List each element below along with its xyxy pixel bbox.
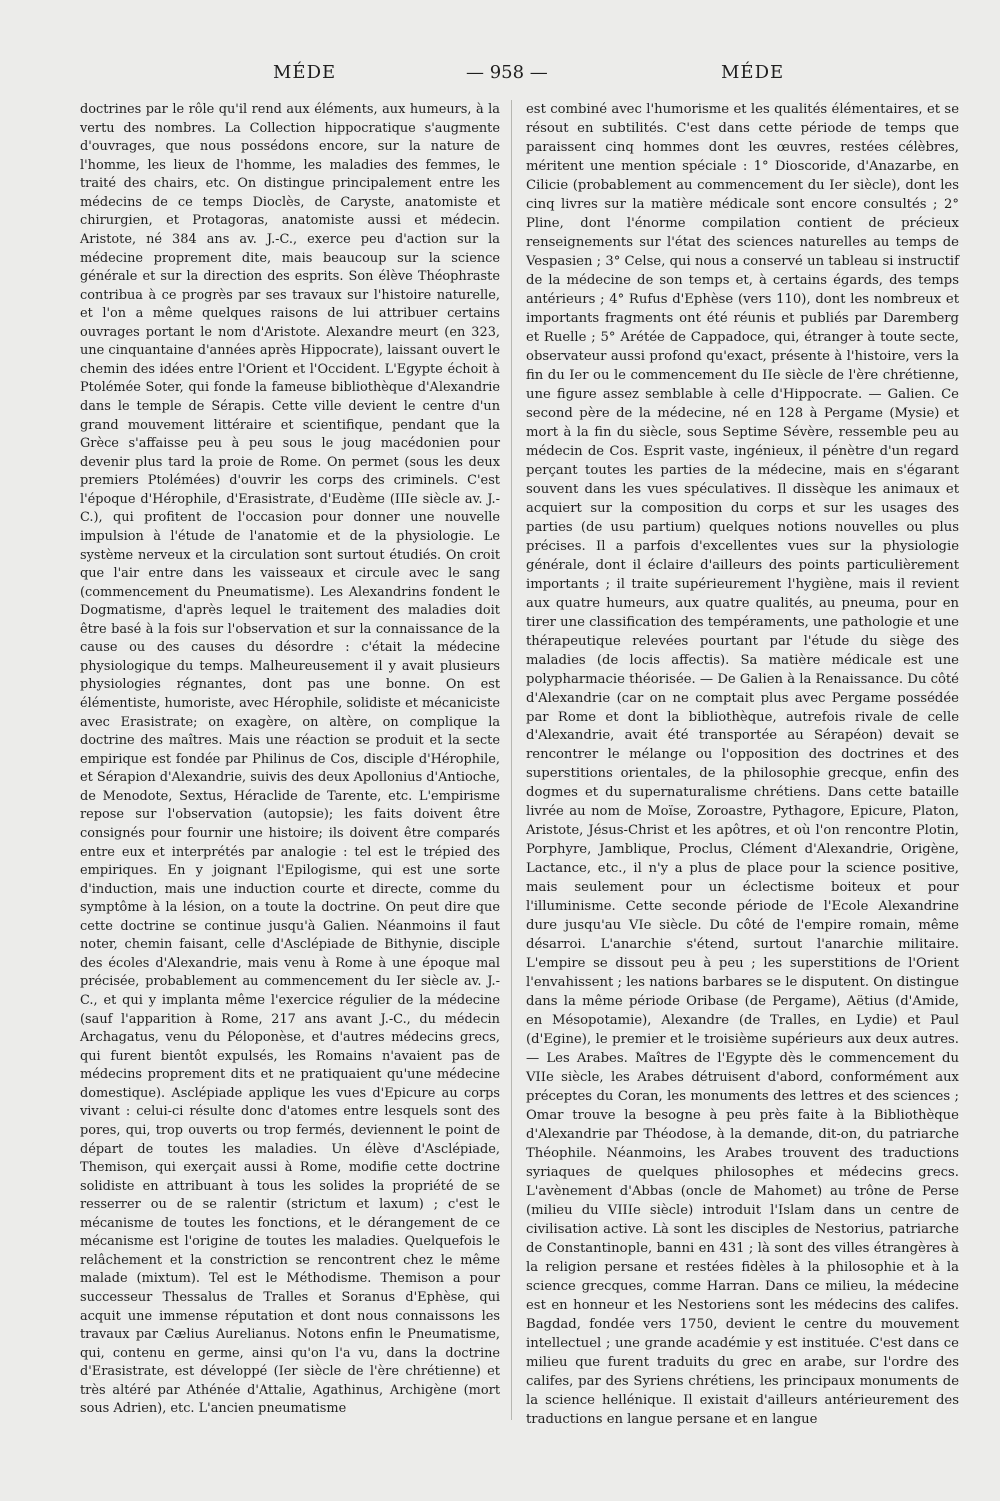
right-column-text: est combiné avec l'humorisme et les qualités élémentaires, et se résout en subtilités. C'est dans cette période de temps que paraissent cinq hommes dont les œuvres, restées célèbres, méritent une mention spéciale : 1° Dioscoride, d'Anazarbe, en Cilicie (probablement au commencement du Ier siècle), dont les cinq livres sur la matière médicale sont encore consultés ; 2° Pline, dont l'énorme compilation contient de précieux renseignements sur l'état des sciences naturelles au temps de Vespasien ; 3° Celse, qui nous a conservé un tableau si instructif de la médecine de son temps et, à certains égards, des temps antérieurs ; 4° Rufus d'Ephèse (vers 110), dont les nombreux et importants fragments ont été réunis et publiés par Daremberg et Ruelle ; 5° Arétée de Cappadoce, qui, étranger à toute secte, observateur aussi profond qu'exact, présente à l'histoire, vers la fin du Ier ou le commencement du IIe siècle de l'ère chrétienne, une figure assez semblable à celle d'Hippocrate. — Galien. Ce second père de la médecine, né en 128 à Pergame (Mysie) et mort à la fin du siècle, sous Septime Sévère, ressemble peu au médecin de Cos. Esprit vaste, ingénieux, il pénètre d'un regard perçant toutes les parties de la médecine, mais en s'égarant souvent dans les vues spéculatives. Il dissèque les animaux et acquiert sur la composition du corps et sur les usages des parties (de usu partium) quelques notions nouvelles ou plus précises. Il a parfois d'excellentes vues sur la physiologie générale, dont il éclaire d'ailleurs des points particulièrement importants ; il traite supérieurement l'hygiène, mais il revient aux quatre humeurs, aux quatre qualités, au pneuma, pour en tirer une classification des tempéraments, une pathologie et une thérapeutique relevées pourtant par l'étude du siège des maladies (de locis affectis). Sa matière médicale est une polypharmacie théorisée. — De Galien à la Renaissance. Du côté d'Alexandrie (car on ne comptait plus avec Pergame possédée par Rome et dont la bibliothèque, autrefois rivale de celle d'Alexandrie, avait été transportée au Sérapéon) devait se rencontrer le mélange ou l'opposition des doctrines et des superstitions orientales, de la philosophie grecque, enfin des dogmes et du supernaturalisme chrétiens. Dans cette bataille livrée au nom de Moïse, Zoroastre, Pythagore, Epicure, Platon, Aristote, Jésus-Christ et les apôtres, et où l'on rencontre Plotin, Porphyre, Jamblique, Proclus, Clément d'Alexandrie, Origène, Lactance, etc., il n'y a plus de place pour la science positive, mais seulement pour un éclectisme boiteux et pour l'illuminisme. Cette seconde période de l'Ecole Alexandrine dure jusqu'au VIe siècle. Du côté de l'empire romain, même désarroi. L'anarchie s'étend, surtout l'anarchie militaire. L'empire se dissout peu à peu ; les superstitions de l'Orient l'envahissent ; les nations barbares se le disputent. On distingue dans la même période Oribase (de Pergame), Aëtius (d'Amide, en Mésopotamie), Alexandre (de Tralles, en Lydie) et Paul (d'Egine), le premier et le troisième supérieurs aux deux autres. — Les Arabes. Maîtres de l'Egypte dès le commencement du VIIe siècle, les Arabes détruisent d'abord, conformément aux préceptes du Coran, les monuments des lettres et des sciences ; Omar trouve la besogne à peu près faite à la Bibliothèque d'Alexandrie par Théodose, à la demande, dit-on, du patriarche Théophile. Néanmoins, les Arabes trouvent des traductions syriaques de quelques philosophes et médecins grecs. L'avènement d'Abbas (oncle de Mahomet) au trône de Perse (milieu du VIIIe siècle) introduit l'Islam dans un centre de civilisation active. Là sont les disciples de Nestorius, patriarche de Constantinople, banni en 431 ; là sont des villes étrangères à la religion persane et restées fidèles à la philosophie et à la science grecques, comme Harran. Dans ce milieu, la médecine est en honneur et les Nestoriens sont les médecins des califes. Bagdad, fondée vers 1750, devient le centre du mouvement intellectuel ; une grande académie y est instituée. C'est dans ce milieu que furent traduits du grec en arabe, sur l'ordre des califes, par des Syriens chrétiens, les principaux monuments de la science hellénique. Il existait d'ailleurs antérieurement des traductions en langue persane et en langue — [526, 102, 959, 1427]
running-header — [0, 62, 1000, 92]
page-number: — 958 — — [466, 62, 548, 83]
left-column — [80, 101, 500, 1419]
left-column-text: doctrines par le rôle qu'il rend aux éléments, aux humeurs, à la vertu des nombres. La Collection hippocratique s'augmente d'ouvrages, que nous possédons encore, sur la nature de l'homme, les lieux de l'homme, les maladies des femmes, le traité des chairs, etc. On distingue principalement entre les médecins de ce temps Dioclès, de Caryste, anatomiste et chirurgien, et Protagoras, anatomiste aussi et médecin. Aristote, né 384 ans av. J.-C., exerce peu d'action sur la médecine proprement dite, mais beaucoup sur la science générale et sur la direction des esprits. Son élève Théophraste contribua à ce progrès par ses travaux sur l'histoire naturelle, et l'on a même quelques raisons de lui attribuer certains ouvrages portant le nom d'Aristote. Alexandre meurt (en 323, une cinquantaine d'années après Hippocrate), laissant ouvert le chemin des idées entre l'Orient et l'Occident. L'Egypte échoit à Ptolémée Soter, qui fonde la fameuse bibliothèque d'Alexandrie dans le temple de Sérapis. Cette ville devient le centre d'un grand mouvement littéraire et scientifique, pendant que la Grèce s'affaisse peu à peu sous le joug macédonien pour devenir plus tard la proie de Rome. On permet (sous les deux premiers Ptolémées) d'ouvrir les corps des criminels. C'est l'époque d'Hérophile, d'Erasistrate, d'Eudème (IIIe siècle av. J.-C.), qui profitent de l'occasion pour donner une nouvelle impulsion à l'étude de l'anatomie et de la physiologie. Le système nerveux et la circulation sont surtout étudiés. On croit que l'air entre dans les vaisseaux et circule avec le sang (commencement du Pneumatisme). Les Alexandrins fondent le Dogmatisme, d'après lequel le traitement des maladies doit être basé à la fois sur l'observation et sur la connaissance de la cause ou des causes du désordre : c'était la médecine physiologique du temps. Malheureusement il y avait plusieurs physiologies régnantes, dont pas une bonne. On est élémentiste, humoriste, avec Hérophile, solidiste et mécaniciste avec Erasistrate; on exagère, on altère, on complique la doctrine des maîtres. Mais une réaction se produit et la secte empirique est fondée par Philinus de Cos, disciple d'Hérophile, et Sérapion d'Alexandrie, suivis des deux Apollonius d'Antioche, de Menodote, Sextus, Héraclide de Tarente, etc. L'empirisme repose sur l'observation (autopsie); les faits doivent être consignés pour fournir une histoire; ils doivent être comparés entre eux et interprétés par analogie : tel est le trépied des empiriques. En y joignant l'Epilogisme, qui est une sorte d'induction, mais une induction courte et directe, comme du symptôme à la lésion, on a toute la doctrine. On peut dire que cette doctrine se continue jusqu'à Galien. Néanmoins il faut noter, chemin faisant, celle d'Asclépiade de Bithynie, disciple des écoles d'Alexandrie, mais venu à Rome à une époque mal précisée, probablement au commencement du Ier siècle av. J.-C., et qui y implanta même l'exercice régulier de la médecine (sauf l'apparition à Rome, 217 ans avant J.-C., du médecin Archagatus, venu du Péloponèse, et d'autres médecins grecs, qui furent bientôt expulsés, les Romains n'avaient pas de médecins proprement dits et ne pratiquaient qu'une médecine domestique). Asclépiade applique les vues d'Epicure au corps vivant : celui-ci résulte donc d'atomes entre lesquels sont des pores, qui, trop ouverts ou trop fermés, deviennent le point de départ de toutes les maladies. Un élève d'Asclépiade, Themison, qui exerçait aussi à Rome, modifie cette doctrine solidiste en attribuant à tous les solides la propriété de se resserrer ou de se ralentir (strictum et laxum) ; c'est le mécanisme de toutes les fonctions, et le dérangement de ce mécanisme est l'origine de toutes les maladies. Quelquefois le relâchement et la constriction se rencontrent chez le même malade (mixtum). Tel est le Méthodisme. Themison a pour successeur Thessalus de Tralles et Soranus d'Ephèse, qui acquit une immense réputation et dont nous connaissons les travaux par Cælius Aurelianus. Notons enfin le Pneumatisme, qui, contenu en germe, ainsi qu'on l'a vu, dans la doctrine d'Erasistrate, est développé (Ier siècle de l'ère chrétienne) et très altéré par Athénée d'Attalie, Agathinus, Archigène (mort sous Adrien), etc. L'ancien pneumatisme — [80, 102, 501, 1417]
header-right-keyword: MÉDE — [721, 62, 785, 83]
header-left-keyword: MÉDE — [273, 62, 337, 83]
right-column — [526, 101, 959, 1430]
column-divider — [511, 100, 512, 1420]
